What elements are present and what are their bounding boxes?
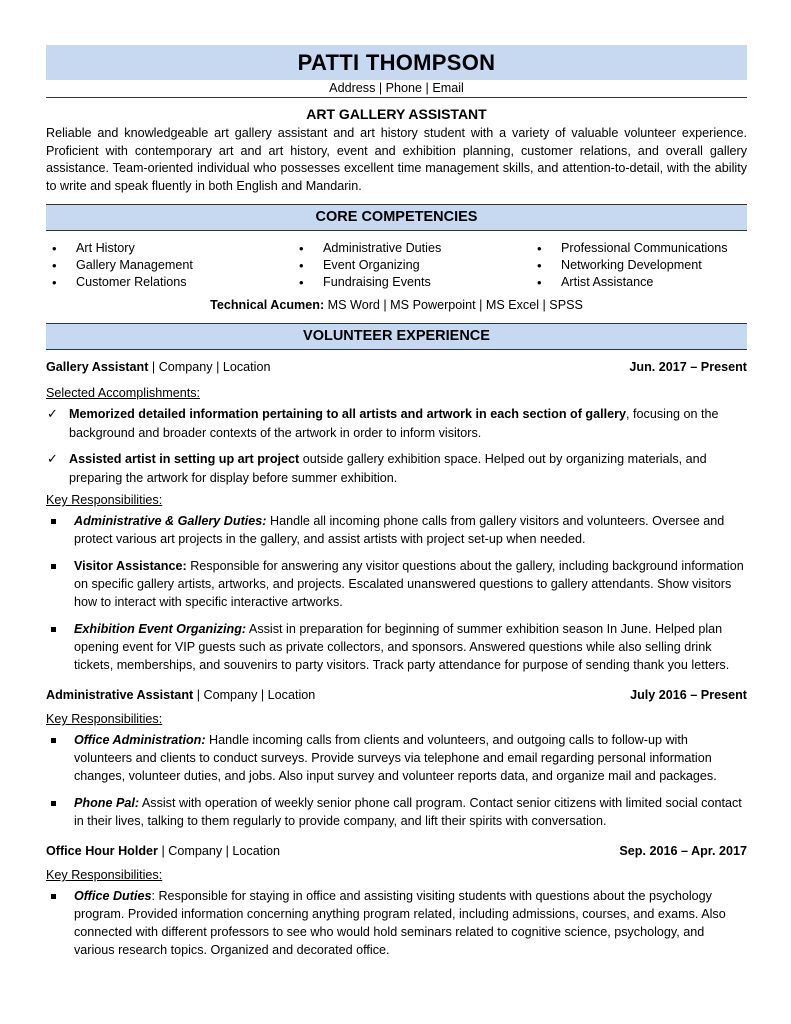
competency-item: • Customer Relations [46, 274, 293, 291]
competencies-column-3 [531, 240, 747, 291]
competencies-column-1 [46, 240, 293, 291]
target-job-title: ART GALLERY ASSISTANT [306, 106, 487, 122]
job-entry [46, 843, 747, 959]
responsibilities-label: Key Responsibilities: [46, 493, 163, 508]
job-header [46, 687, 747, 704]
accomplishments-label: Selected Accomplishments: [46, 386, 200, 401]
responsibility-item [46, 794, 747, 830]
square-bullet-icon [51, 519, 56, 524]
job-header [46, 843, 747, 860]
competency-item: • Gallery Management [46, 257, 293, 274]
responsibility-text: Handle incoming calls from clients and volunteers, and outgoing calls to follow-up with volunteers and clients to conduct surveys. Provide surveys via telephone and email regarding personal information changes, volunteer duties, and jobs. Also input survey and volunteer reports data, and organize mail and packages. [74, 733, 717, 784]
accomplishment-item [46, 450, 747, 487]
competencies-grid [46, 240, 747, 291]
job-entry [46, 687, 747, 830]
square-bullet-icon [51, 894, 56, 899]
competencies-column-2 [293, 240, 531, 291]
volunteer-experience-heading: VOLUNTEER EXPERIENCE [46, 323, 747, 350]
competency-item: • Art History [46, 240, 293, 257]
technical-acumen-value: MS Word | MS Powerpoint | MS Excel | SPSS [324, 298, 583, 313]
core-competencies-heading: CORE COMPETENCIES [46, 204, 747, 231]
square-bullet-icon [51, 564, 56, 569]
checkmark-icon: ✓ [47, 406, 58, 422]
competency-item: • Administrative Duties [293, 240, 531, 257]
responsibility-text: Handle all incoming phone calls from gallery visitors and volunteers. Oversee and protect various art projects in the gallery, and assist artists with project set-up when needed. [74, 514, 725, 547]
responsibilities-label: Key Responsibilities: [46, 868, 163, 883]
professional-summary: Reliable and knowledgeable art gallery assistant and art history student with a variety of valuable volunteer experience. Proficient with contemporary art and art history, event and exhibition planning, customer relations, and overall gallery assistance. Team-oriented individual who possesses excellent time management skills, and attention-to-detail, with the ability to write and speak fluently in both English and Mandarin. [46, 126, 747, 193]
competency-item: • Artist Assistance [531, 274, 747, 291]
job-dates: Jun. 2017 – Present [629, 360, 747, 375]
responsibility-item [46, 557, 747, 611]
responsibilities-label: Key Responsibilities: [46, 712, 163, 727]
accomplishment-text: outside gallery exhibition space. Helped out by organizing materials, and preparing the artwork for display before summer exhibition. [69, 452, 707, 485]
responsibility-item [46, 620, 747, 674]
candidate-name: PATTI THOMPSON [46, 45, 747, 80]
responsibility-lead: Office Administration: [74, 733, 206, 748]
job-company-location: | Company | Location [157, 844, 281, 859]
competency-item: • Networking Development [531, 257, 747, 274]
responsibility-text: Assist in preparation for beginning of summer exhibition season In June. Helped plan opening event for VIP guests such as private collectors, and sponsors. Answered questions while also selling drink tickets, memberships, and souvenirs to party visitors. Track party attendance for purpose of sending thank you letters. [74, 622, 730, 673]
competency-item: • Fundraising Events [293, 274, 531, 291]
job-header [46, 359, 747, 376]
technical-acumen [46, 297, 747, 314]
responsibility-text: Responsible for answering any visitor questions about the gallery, including background information on specific gallery artists, artworks, and projects. Escalated unanswered questions to gallery attendants. Show visitors how to interact with specific interactive artworks. [74, 559, 744, 610]
square-bullet-icon [51, 801, 56, 806]
responsibility-lead: Office Duties [74, 889, 152, 904]
responsibility-item [46, 887, 747, 959]
accomplishment-highlight: Memorized detailed information pertaining to all artists and artwork in each section of gallery [69, 407, 627, 422]
accomplishment-highlight: Assisted artist in setting up art project [69, 452, 300, 467]
square-bullet-icon [51, 627, 56, 632]
job-company-location: | Company | Location [148, 360, 271, 375]
technical-acumen-label: Technical Acumen: [210, 298, 325, 313]
accomplishment-item [46, 405, 747, 442]
resume-page [46, 45, 747, 959]
job-entry [46, 359, 747, 674]
job-company-location: | Company | Location [193, 688, 316, 703]
responsibilities-list [46, 887, 747, 959]
responsibility-text: Assist with operation of weekly senior phone call program. Contact senior citizens with limited social contact in their lives, talking to them regularly to provide company, and lift their spirits with conversation. [74, 796, 742, 829]
responsibility-lead: Phone Pal: [74, 796, 140, 811]
job-dates: July 2016 – Present [630, 688, 747, 703]
competency-item: • Professional Communications [531, 240, 747, 257]
responsibilities-list [46, 512, 747, 674]
responsibility-lead: Exhibition Event Organizing: [74, 622, 247, 637]
header-divider [46, 97, 747, 98]
responsibility-item [46, 512, 747, 548]
responsibility-text: : Responsible for staying in office and assisting visiting students with questions about the psychology program. Provided information concerning anything program related, including admissions, courses, and exams. Also connected with different professors to see who would hold seminars related to cognitive science, psychology, and various research topics. Organized and decorated office. [74, 889, 726, 958]
contact-line: Address | Phone | Email [329, 81, 464, 95]
responsibility-lead: Administrative & Gallery Duties: [74, 514, 267, 529]
accomplishments-list [46, 405, 747, 487]
competency-item: • Event Organizing [293, 257, 531, 274]
responsibility-lead: Visitor Assistance: [74, 559, 187, 574]
checkmark-icon: ✓ [47, 451, 58, 467]
square-bullet-icon [51, 738, 56, 743]
job-position: Administrative Assistant [46, 688, 194, 703]
responsibilities-list [46, 731, 747, 830]
accomplishment-text: , focusing on the background and broader contexts of the artwork in order to inform visitors. [69, 407, 719, 440]
responsibility-item [46, 731, 747, 785]
job-position: Gallery Assistant [46, 360, 149, 375]
job-position: Office Hour Holder [46, 844, 158, 859]
job-dates: Sep. 2016 – Apr. 2017 [619, 844, 747, 859]
